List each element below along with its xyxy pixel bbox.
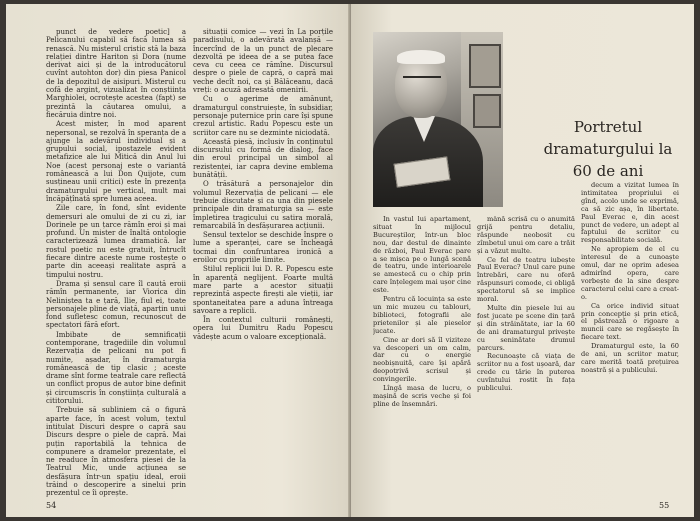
paragraph: Ce fel de teatru iubește Paul Everac? Unul care pune întrebări, care nu oferă răspunsuri comode, ci obligă spectatorul să se implice moral. [477,255,575,304]
right-page [351,4,694,517]
paragraph: punct de vedere poetic] a Pelicanului capabil să facă lumea să renască. Nu misterul cristic stă la baza relației dintre Hariton și Dora (nume derivat aici și de la introducătorul cuvînt autohton dor) din piesa Panicol de la depozitul de aisipuri. Misterul cu cofă de argint, vizualizat în conștiința Marghiolei, ocrotește acestea (fapt) se prezintă la căutarea omului, a fiecăruia dintre noi. [46,28,186,119]
picture-frame-icon [469,44,501,88]
paragraph: decum a vizitat lumea în intimitatea propriului ei gînd, acolo unde se exprimă, ca să zic așa, în libertate. Paul Everac e, din acest punct de vedere, un adept al faptului de scriitor cu responsabilitate socială. [581,182,679,245]
paragraph: Trebuie să subliniem că o figură aparte face, în acest volum, textul intitulat Discuri despre o capră sau Discurs despre o piele de capră. Mai puțin raportabilă la tehnica de compunere a dramelor prezentate, el ne readuce în atmosfera piesei de la Teatrul Mic, unde acțiunea se desfășura într-un spațiu ideal, eroii trăind o descoperire a sinelui prin prezentul ce îi oprește. [46,406,186,498]
paragraph: Ca orice individ situat prin concepție și prin etică, el păstrează o rigoare a muncii care se regăsește în fiecare text. [581,301,679,342]
paragraph: Această piesă, inclusiv în conținutul discursului cu formă de dialog, face din eroul principal un simbol al rezistenței, iar capra devine emblema bunătății. [193,137,333,180]
paragraph: Dramaturgul este, la 60 de ani, un scriitor matur, care merită toată prețuirea noastră și a publicului. [581,342,679,374]
paragraph: Sensul textelor se deschide înspre o lume a speranței, care se încheagă tocmai din confruntarea ironică a eroilor cu propriile limite. [193,231,333,265]
book-spread [6,4,694,517]
paragraph: Imbibate de semnificații contemporane, tragediile din volumul Rezervația de pelicani nu pot fi numite, așadar, în dramaturgia românească de tip clasic ; aceste drame sînt forme teatrale care reflectă un conflict propus de autor bine definit și circumscris în conștiința culturală a cititorului. [46,330,186,406]
paragraph: Lîngă masa de lucru, o mașină de scris veche și foi pline de însemnări. [373,384,471,408]
left-page [6,4,351,517]
paragraph: Cu o agerime de amănunt, dramaturgul construiește, în subsidiar, personaje puternice prin care își spune crezul artistic. Radu Popescu este un scriitor care nu se dezminte niciodată. [193,95,333,137]
paragraph: O trăsătură a personajelor din volumul Rezervația de pelicani — ele trebuie discutate și ca una din piesele principale din dramaturgia sa — este împletirea tragicului cu satira morală, remarcabilă în desfășurarea acțiunii. [193,180,333,230]
page-number-left: 54 [46,501,57,510]
paragraph: mână scrisă cu o anumită grijă pentru detaliu, răspunde neobosit cu zîmbetul unui om care a trăit și a văzut multe. [477,216,575,255]
paragraph: Multe din piesele lui au fost jucate pe scene din țară și din străinătate, iar la 60 de ani dramaturgul privește cu seninătate drumul parcurs. [477,303,575,352]
portrait-glasses [403,76,441,86]
portrait-hair [397,50,445,64]
paragraph: Recunoaște că viața de scriitor nu a fost ușoară, dar crede cu tărie în puterea cuvîntului rostit în fața publicului. [477,352,575,393]
right-column-2 [477,216,575,486]
paragraph: Stilul replicii lui D. R. Popescu este în aparență neglijent. Foarte multă mare parte a acestor situații reprezintă aspecte firești ale vieții, iar spontaneitatea pare a aduna întreaga savoare a replicii. [193,265,333,315]
right-column-3 [581,182,679,486]
paragraph: Pentru că locuința sa este un mic muzeu cu tablouri, biblioteci, fotografii ale prietenilor și ale pieselor jucate. [373,295,471,335]
paragraph: Cine ar dori să îl viziteze va descoperi un om calm, dar cu o energie neobișnuită, care își apără deopotrivă scrisul și convingerile. [373,335,471,384]
article-title: Portretul dramaturgului la 60 de ani [543,118,673,180]
paragraph: În vastul lui apartament, situat în mijlocul Bucureștilor, într-un bloc nou, dar destul de dinainte de război, Paul Everac pare a se mișca pe o lungă scenă de teatru, unde interioarele se amestecă cu o chip prin care înțelegem mai ușor cine este. [373,216,471,295]
paragraph: În contextul culturii românești, opera lui Dumitru Radu Popescu vădește acum o valoare excepțională. [193,316,333,341]
author-portrait-photo [373,32,503,207]
paragraph: Acest mister, în mod aparent nepersonal, se rezolvă în speranța de a ajunge la adevărul individual și a grupului social, ipostazele evident metafizice ale lui Mitică din Anul lui Noe (acest personaj este o variantă românească a lui Don Quijote, cum susțineau unii critici) este în prezența dramaturgului pe vertical, mult mai încăpățînată spre lumea aceea. [46,120,186,203]
picture-frame-icon [473,94,501,128]
right-column-1 [373,216,471,486]
left-column-2 [193,28,333,498]
paragraph: Ne apropiem de el cu interesul de a cunoaște omul, dar ne oprim adesea admirînd opera, care vorbește de la sine despre caracterul celui care a creat-o. [581,245,679,301]
page-number-right: 55 [659,501,670,510]
paragraph: situații comice — vezi în La porțile paradisului, o adevărată avalanșă — încercînd de la un punct de plecare dezvoltă pe ideea de a se putea face ceva cu ceea ce rămîne. Discursul despre o piele de capră, o capră mai veche decît noi, ca și Bălăceanu, dacă vreți: o acuză adresată omenirii. [193,28,333,95]
left-column-1 [46,28,186,498]
paragraph: Zile care, în fond, sînt evidente demersuri ale omului de zi cu zi, iar Dorinele pe un țarce rămîn eroi și mai profund. Un mister de înaltă ontologie caracterizează lumea dramatică. Iar rostul poetic nu este gratuit, întrucît fiecare dintre aceste nume rostește o parte din aceeași realitate aspră a timpului nostru. [46,204,186,279]
paragraph: Drama și sensul care îl caută eroii rămîn permanente, iar Viorica din Neliniștea ta e țară, Ilie, fiul ei, toate personajele pline de viață, aparțin unui fond sufletesc comun, recunoscut de spectatori fără efort. [46,279,186,330]
